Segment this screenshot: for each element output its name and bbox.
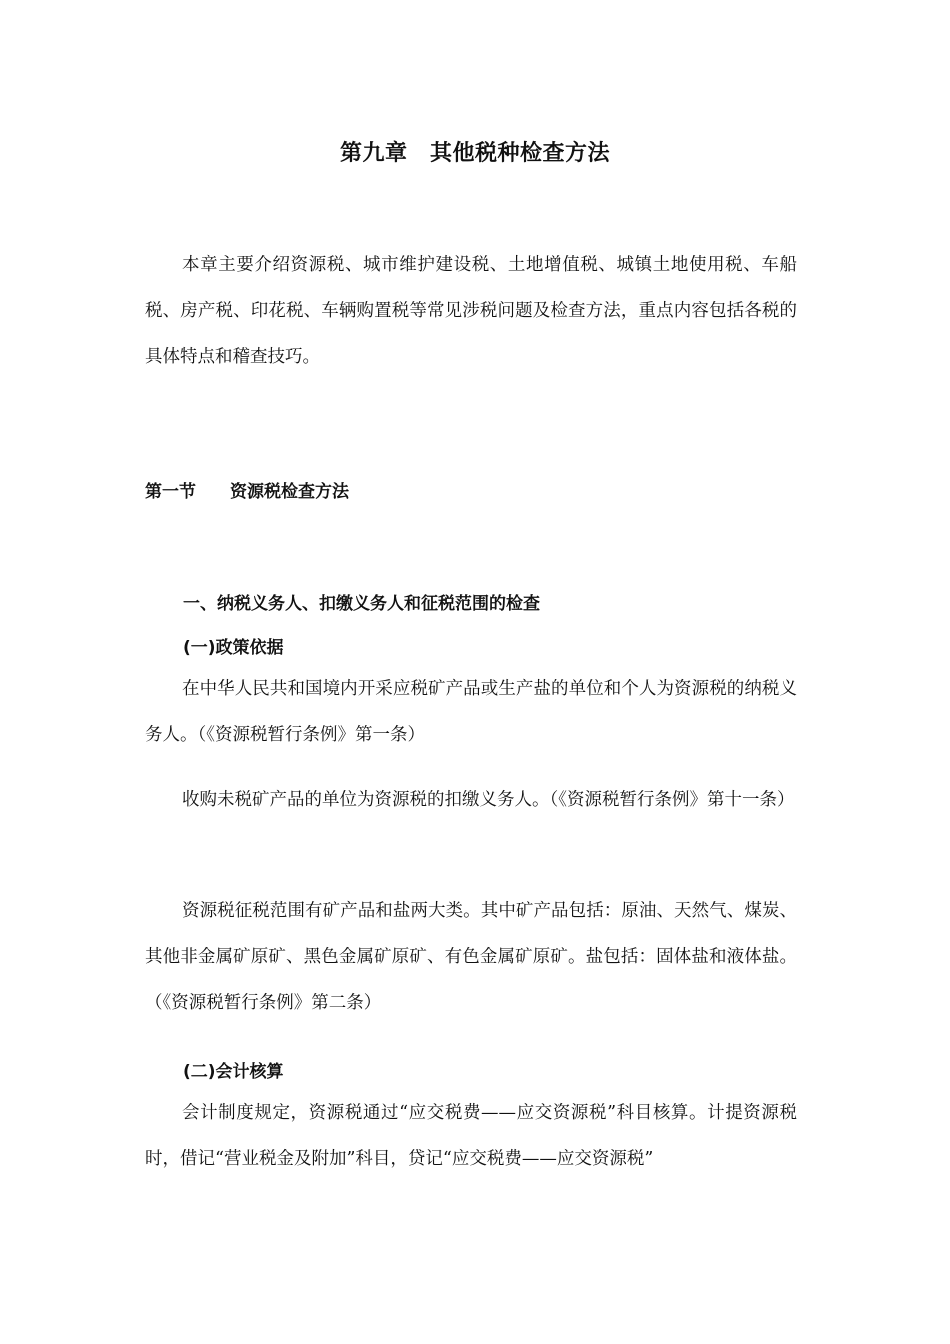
policy-paragraph-withholding: 收购未税矿产品的单位为资源税的扣缴义务人。（《资源税暂行条例》第十一条） [182, 790, 795, 810]
policy-paragraph-scope: 资源税征税范围有矿产品和盐两大类。其中矿产品包括：原油、天然气、煤炭、其他非金属矿原矿、黑色金属矿原矿、有色金属矿原矿。盐包括：固体盐和液体盐。（《资源税暂行条例》第二条） [145, 901, 797, 1013]
accounting-heading: (二)会计核算 [183, 1062, 284, 1082]
section-title: 第一节 资源税检查方法 [145, 482, 349, 502]
chapter-title: 第九章 其他税种检查方法 [339, 141, 610, 166]
policy-paragraph-taxpayer: 在中华人民共和国境内开采应税矿产品或生产盐的单位和个人为资源税的纳税义务人。（《资源税暂行条例》第一条） [145, 679, 797, 745]
subsection-title: 一、纳税义务人、扣缴义务人和征税范围的检查 [183, 594, 540, 614]
accounting-paragraph: 会计制度规定，资源税通过“应交税费——应交资源税”科目核算。计提资源税时，借记“营业税金及附加”科目，贷记“应交税费——应交资源税” [145, 1103, 797, 1169]
intro-paragraph: 本章主要介绍资源税、城市维护建设税、土地增值税、城镇土地使用税、车船税、房产税、印花税、车辆购置税等常见涉税问题及检查方法，重点内容包括各税的具体特点和稽查技巧。 [145, 255, 797, 367]
policy-basis-heading: (一)政策依据 [183, 638, 284, 658]
